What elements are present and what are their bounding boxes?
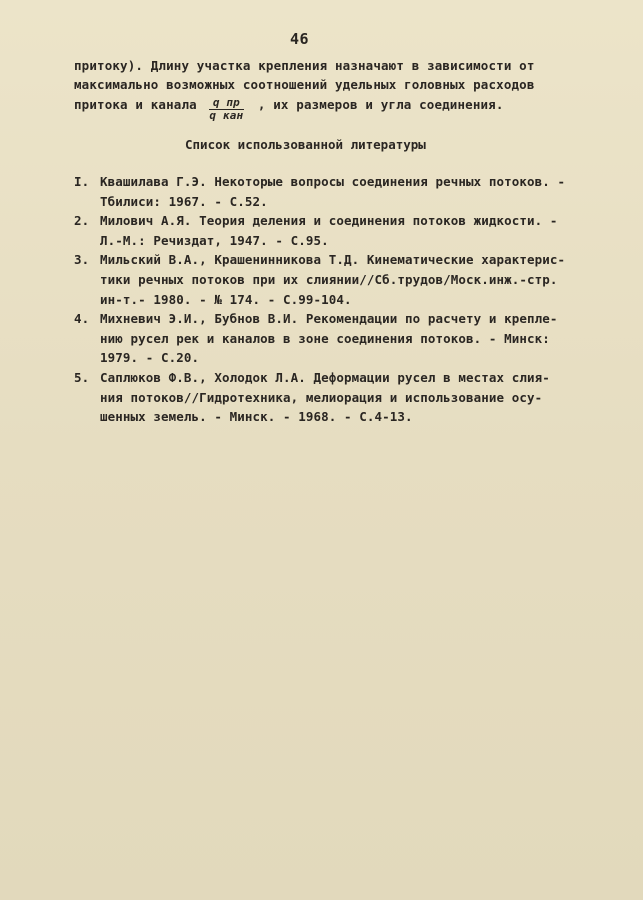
reference-list bbox=[74, 172, 594, 427]
reference-item bbox=[74, 309, 594, 368]
reference-item bbox=[74, 250, 594, 309]
reference-text-line: шенных земель. - Минск. - 1968. - С.4-13. bbox=[100, 409, 413, 425]
reference-text-line: ния потоков//Гидротехника, мелиорация и использование осу- bbox=[100, 389, 543, 405]
page-number: 46 bbox=[290, 30, 310, 48]
reference-text-line: тики речных потоков при их слиянии//Сб.трудов/Моск.инж.-стр. bbox=[100, 271, 558, 287]
reference-text-line: Квашилава Г.Э. Некоторые вопросы соединения речных потоков. - bbox=[100, 174, 566, 189]
paragraph-line-3-text: притока и канала bbox=[74, 97, 197, 112]
reference-text-line: Милович А.Я. Теория деления и соединения потоков жидкости. - bbox=[100, 213, 558, 229]
reference-text-line: 1979. - С.20. bbox=[100, 350, 200, 366]
reference-text-line: нию русел рек и каналов в зоне соединения потоков. - Минск: bbox=[100, 330, 550, 346]
formula-denominator: q кан bbox=[209, 109, 244, 122]
discharge-ratio-formula bbox=[209, 97, 244, 122]
reference-number: 4. bbox=[74, 311, 90, 327]
reference-item bbox=[74, 368, 594, 427]
reference-number: 5. bbox=[74, 369, 90, 385]
reference-text-line: Л.-М.: Речиздат, 1947. - С.95. bbox=[100, 232, 329, 248]
paragraph-line-3-end: , их размеров и угла соединения. bbox=[257, 97, 504, 112]
reference-item bbox=[74, 211, 594, 250]
formula-numerator: q пр bbox=[209, 97, 244, 110]
reference-text-line: Мильский В.А., Крашенинникова Т.Д. Кинематические характерис- bbox=[100, 252, 566, 268]
reference-item bbox=[74, 172, 594, 211]
section-title: Список использованной литературы bbox=[185, 137, 426, 152]
paragraph-line-3 bbox=[74, 93, 504, 122]
reference-text-line: Саплюков Ф.В., Холодок Л.А. Деформации русел в местах слия- bbox=[100, 369, 550, 385]
paragraph-line-2: максимально возможных соотношений удельных головных расходов bbox=[74, 77, 535, 92]
reference-number: 3. bbox=[74, 252, 90, 268]
reference-number: 2. bbox=[74, 213, 90, 229]
reference-text-line: Михневич Э.И., Бубнов В.И. Рекомендации по расчету и крепле- bbox=[100, 311, 558, 327]
paragraph-line-1: притоку). Длину участка крепления назначают в зависимости от bbox=[74, 58, 535, 73]
reference-text-line: Тбилиси: 1967. - С.52. bbox=[100, 193, 268, 209]
reference-number: I. bbox=[74, 174, 90, 189]
reference-text-line: ин-т.- 1980. - № 174. - С.99-104. bbox=[100, 291, 352, 307]
